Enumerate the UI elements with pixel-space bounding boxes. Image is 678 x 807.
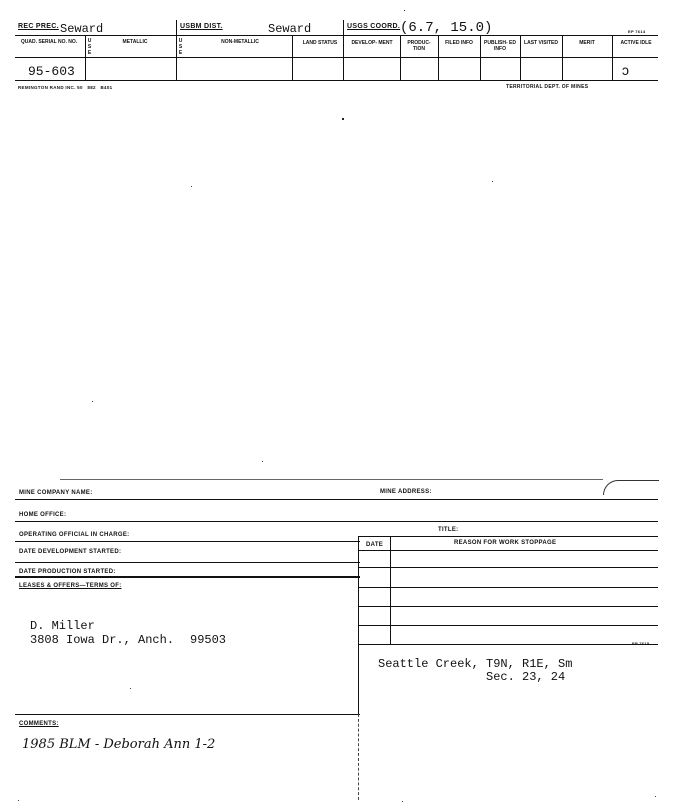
col-merit: MERIT: [579, 40, 595, 46]
usgs-coord-label: USGS COORD.: [347, 23, 401, 30]
col-filed-info: FILED INFO: [445, 40, 473, 46]
mine-company-name-label: MINE COMPANY NAME:: [19, 490, 93, 496]
usbm-dist-value: Seward: [268, 22, 312, 36]
date-production-label: DATE PRODUCTION STARTED:: [19, 569, 116, 575]
bottom-form-number: EP 7615: [632, 641, 650, 646]
col-production: PRODUC- TION: [407, 40, 431, 52]
active-idle-mark: ↄ: [622, 62, 629, 78]
col-metallic: METALLIC: [122, 39, 148, 45]
location-line-2: Sec. 23, 24: [486, 670, 566, 684]
home-office-label: HOME OFFICE:: [19, 512, 67, 518]
location-line-1: Seattle Creek, T9N, R1E, Sm: [378, 657, 573, 671]
owner-zip: 99503: [190, 633, 227, 647]
col-last-visited: LAST VISITED: [524, 40, 558, 46]
usgs-coord-value: (6.7, 15.0): [400, 20, 493, 36]
col-published-info: PUBLISH- ED INFO: [484, 40, 516, 52]
top-card-footer-right: TERRITORIAL DEPT. OF MINES: [506, 84, 589, 90]
card-corner-curl: [603, 480, 659, 495]
owner-address: 3808 Iowa Dr., Anch.: [30, 633, 175, 647]
title-label: TITLE:: [438, 527, 459, 533]
col-land-status: LAND STATUS: [302, 40, 338, 46]
rec-prec-value: Seward: [60, 22, 104, 36]
comments-label: COMMENTS:: [19, 721, 59, 727]
col-use-2: U S E: [178, 38, 183, 56]
leases-label: LEASES & OFFERS—TERMS OF:: [19, 583, 122, 589]
col-non-metallic: NON-METALLIC: [221, 39, 259, 45]
owner-name: D. Miller: [30, 619, 95, 633]
usbm-dist-label: USBM DIST.: [180, 23, 223, 30]
reason-column-header: REASON FOR WORK STOPPAGE: [454, 540, 557, 546]
comments-handwritten: 1985 BLM - Deborah Ann 1-2: [22, 737, 216, 752]
rec-prec-label: REC PREC.: [18, 23, 59, 30]
date-column-header: DATE: [366, 542, 384, 548]
mine-address-label: MINE ADDRESS:: [380, 489, 432, 495]
operating-official-label: OPERATING OFFICIAL IN CHARGE:: [19, 532, 130, 538]
col-development: DEVELOP- MENT: [351, 40, 393, 46]
col-use-1: U S E: [87, 38, 92, 56]
serial-number-value: 95-603: [28, 64, 75, 79]
top-card-footer-left: REMINGTON RAND INC. 50 882 B401: [18, 85, 113, 90]
col-quad-serial: QUAD. SERIAL NO. NO.: [20, 39, 78, 45]
col-active-idle: ACTIVE IDLE: [620, 40, 652, 46]
date-development-label: DATE DEVELOPMENT STARTED:: [19, 549, 122, 555]
top-form-number: EP 7614: [628, 29, 646, 34]
